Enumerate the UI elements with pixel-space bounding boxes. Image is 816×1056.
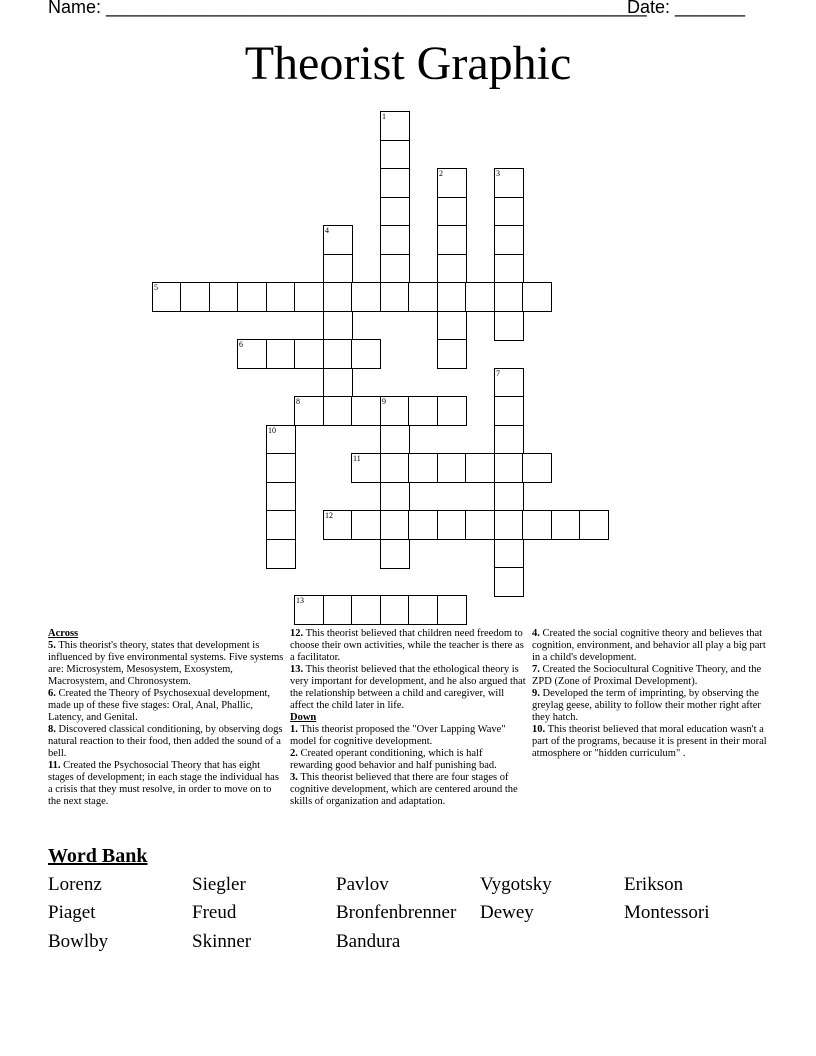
clue-down-1	[290, 724, 526, 748]
crossword-cell[interactable]	[465, 282, 495, 312]
cell-number: 1	[382, 112, 386, 121]
crossword-cell[interactable]	[380, 282, 410, 312]
clue-number: 10.	[532, 724, 546, 735]
clue-text: This theorist believed that children need freedom to choose their own activities, while the teacher is there as a facilitator.	[290, 628, 524, 663]
word-bank-word: Piaget	[48, 902, 96, 923]
crossword-cell[interactable]	[408, 595, 438, 625]
crossword-cell[interactable]	[437, 453, 467, 483]
word-bank-word: Skinner	[192, 931, 252, 952]
crossword-cell[interactable]	[323, 254, 353, 284]
date-line: Date: _______	[627, 0, 746, 17]
crossword-cell[interactable]	[408, 396, 438, 426]
clue-number: 5.	[48, 640, 56, 651]
crossword-cell[interactable]	[380, 425, 410, 455]
crossword-cell[interactable]	[323, 282, 353, 312]
crossword-cell[interactable]	[494, 510, 524, 540]
crossword-cell[interactable]	[266, 453, 296, 483]
crossword-cell[interactable]	[494, 197, 524, 227]
clue-number: 11.	[48, 760, 61, 771]
word-bank-word: Dewey	[480, 902, 534, 923]
word-bank-word: Pavlov	[336, 874, 389, 895]
cell-number: 12	[325, 511, 333, 520]
clue-text: Created the social cognitive theory and believes that cognition, environment, and behavior all play a big part in a child's development.	[532, 628, 766, 663]
cell-number: 9	[382, 397, 386, 406]
crossword-cell[interactable]	[323, 339, 353, 369]
crossword-cell[interactable]	[380, 453, 410, 483]
crossword-cell[interactable]	[351, 396, 381, 426]
crossword-cell[interactable]	[494, 225, 524, 255]
crossword-cell[interactable]	[408, 282, 438, 312]
crossword-cell[interactable]	[437, 510, 467, 540]
crossword-cell[interactable]	[294, 282, 324, 312]
crossword-cell[interactable]	[266, 282, 296, 312]
cell-number: 7	[496, 369, 500, 378]
clue-number: 3.	[290, 772, 298, 783]
cell-number: 8	[296, 397, 300, 406]
clue-across-13	[290, 664, 526, 712]
clue-text: Discovered classical conditioning, by observing dogs natural reaction to their food, then added the sound of a bell.	[48, 724, 283, 759]
cell-number: 4	[325, 226, 329, 235]
crossword-cell[interactable]	[323, 311, 353, 341]
clue-text: This theorist proposed the "Over Lapping Wave" model for cognitive development.	[290, 724, 506, 747]
crossword-cell[interactable]	[180, 282, 210, 312]
crossword-cell[interactable]	[522, 453, 552, 483]
cell-number: 13	[296, 596, 304, 605]
crossword-cell[interactable]	[522, 510, 552, 540]
clue-down-2	[290, 748, 526, 772]
clue-down-10	[532, 724, 768, 760]
crossword-cell[interactable]	[494, 282, 524, 312]
clue-number: 7.	[532, 664, 540, 675]
clue-text: Created the Theory of Psychosexual development, made up of these five stages: Oral, Anal, Phallic, Latency, and Genital.	[48, 688, 270, 723]
word-bank-word: Erikson	[624, 874, 684, 895]
word-bank-word: Freud	[192, 902, 237, 923]
clue-text: Created the Sociocultural Cognitive Theory, and the ZPD (Zone of Proximal Development).	[532, 664, 762, 687]
cell-number: 6	[239, 340, 243, 349]
crossword-cell[interactable]	[437, 595, 467, 625]
crossword-cell[interactable]	[237, 282, 267, 312]
cell-number: 2	[439, 169, 443, 178]
crossword-cell[interactable]	[494, 311, 524, 341]
crossword-cell[interactable]	[209, 282, 239, 312]
crossword-cell[interactable]	[465, 453, 495, 483]
clue-number: 4.	[532, 628, 540, 639]
word-bank-title: Word Bank	[48, 845, 148, 867]
crossword-cell[interactable]	[579, 510, 609, 540]
crossword-cell[interactable]	[408, 510, 438, 540]
clue-down-3	[290, 772, 526, 808]
crossword-cell[interactable]	[323, 595, 353, 625]
crossword-cell[interactable]	[380, 197, 410, 227]
crossword-cell[interactable]	[437, 254, 467, 284]
word-bank-word: Vygotsky	[480, 874, 552, 895]
crossword-cell[interactable]	[494, 453, 524, 483]
clue-text: This theorist believed that moral education wasn't a part of the programs, because it is present in their moral atmosphere or "hidden curriculum" .	[532, 724, 767, 759]
crossword-cell[interactable]	[437, 396, 467, 426]
word-bank-word: Bowlby	[48, 931, 109, 952]
crossword-cell[interactable]	[380, 482, 410, 512]
clue-across-5	[48, 640, 284, 688]
clue-text: Developed the term of imprinting, by observing the greylag geese, ability to follow their mother right after they hatch.	[532, 688, 761, 723]
crossword-cell[interactable]	[294, 339, 324, 369]
clue-text: Created the Psychosocial Theory that has eight stages of development; in each stage the individual has a crisis that they must resolve, in order to move on to the next stage.	[48, 760, 279, 807]
crossword-cell[interactable]	[380, 595, 410, 625]
word-bank-word: Bandura	[336, 931, 401, 952]
word-bank-word: Montessori	[624, 902, 710, 923]
word-bank-word: Bronfenbrenner	[336, 902, 457, 923]
crossword-cell[interactable]	[494, 482, 524, 512]
cell-number: 5	[154, 283, 158, 292]
clue-number: 2.	[290, 748, 298, 759]
crossword-cell[interactable]	[380, 539, 410, 569]
clue-number: 13.	[290, 664, 304, 675]
word-bank-word: Lorenz	[48, 874, 102, 895]
crossword-cell[interactable]	[380, 140, 410, 170]
crossword-cell[interactable]	[380, 254, 410, 284]
crossword-cell[interactable]	[494, 425, 524, 455]
clue-text: This theorist believed that the ethological theory is very important for development, and he also argued that the relationship between a child and caregiver, will affect the child later in life.	[290, 664, 526, 711]
crossword-cell[interactable]	[437, 339, 467, 369]
crossword-cell[interactable]	[494, 396, 524, 426]
clue-number: 1.	[290, 724, 298, 735]
clue-text: This theorist's theory, states that development is influenced by five environmental systems. Five systems are: Microsystem, Mesosystem, Exosystem, Macrosystem, and Chronosystem.	[48, 640, 284, 687]
cell-number: 10	[268, 426, 276, 435]
crossword-cell[interactable]	[266, 539, 296, 569]
clues-column-2	[290, 628, 526, 808]
clue-down-4	[532, 628, 768, 664]
name-line: Name: ______________________________________________________	[48, 0, 647, 17]
crossword-cell[interactable]	[494, 567, 524, 597]
clue-text: This theorist believed that there are four stages of cognitive development, which are centered around the skills of organization and adaptation.	[290, 772, 518, 807]
crossword-cell[interactable]	[266, 482, 296, 512]
crossword-cell[interactable]	[266, 339, 296, 369]
clue-number: 6.	[48, 688, 56, 699]
crossword-cell[interactable]	[494, 539, 524, 569]
clue-number: 8.	[48, 724, 56, 735]
clue-across-12	[290, 628, 526, 664]
clue-down-7	[532, 664, 768, 688]
crossword-cell[interactable]	[551, 510, 581, 540]
crossword-cell[interactable]	[351, 510, 381, 540]
crossword-cell[interactable]	[408, 453, 438, 483]
clue-number: 9.	[532, 688, 540, 699]
crossword-cell[interactable]	[351, 595, 381, 625]
clue-across-11	[48, 760, 284, 808]
crossword-cell[interactable]	[437, 311, 467, 341]
crossword-cell[interactable]	[323, 396, 353, 426]
crossword-cell[interactable]	[437, 225, 467, 255]
crossword-cell[interactable]	[380, 510, 410, 540]
crossword-cell[interactable]	[351, 282, 381, 312]
word-bank-word: Siegler	[192, 874, 246, 895]
crossword-cell[interactable]	[437, 282, 467, 312]
clue-across-8	[48, 724, 284, 760]
across-heading: Across	[48, 628, 79, 639]
crossword-cell[interactable]	[522, 282, 552, 312]
crossword-cell[interactable]	[351, 339, 381, 369]
clue-across-6	[48, 688, 284, 724]
clues-column-3	[532, 628, 768, 760]
cell-number: 11	[353, 454, 361, 463]
crossword-cell[interactable]	[437, 197, 467, 227]
clue-number: 12.	[290, 628, 304, 639]
clue-text: Created operant conditioning, which is half rewarding good behavior and half punishing bad.	[290, 748, 497, 771]
clue-down-9	[532, 688, 768, 724]
crossword-cell[interactable]	[380, 168, 410, 198]
down-heading: Down	[290, 712, 317, 723]
crossword-cell[interactable]	[494, 254, 524, 284]
crossword-cell[interactable]	[266, 510, 296, 540]
clues-column-1	[48, 628, 284, 808]
cell-number: 3	[496, 169, 500, 178]
page-title: Theorist Graphic	[244, 37, 572, 90]
crossword-cell[interactable]	[380, 225, 410, 255]
crossword-cell[interactable]	[323, 368, 353, 398]
crossword-cell[interactable]	[465, 510, 495, 540]
